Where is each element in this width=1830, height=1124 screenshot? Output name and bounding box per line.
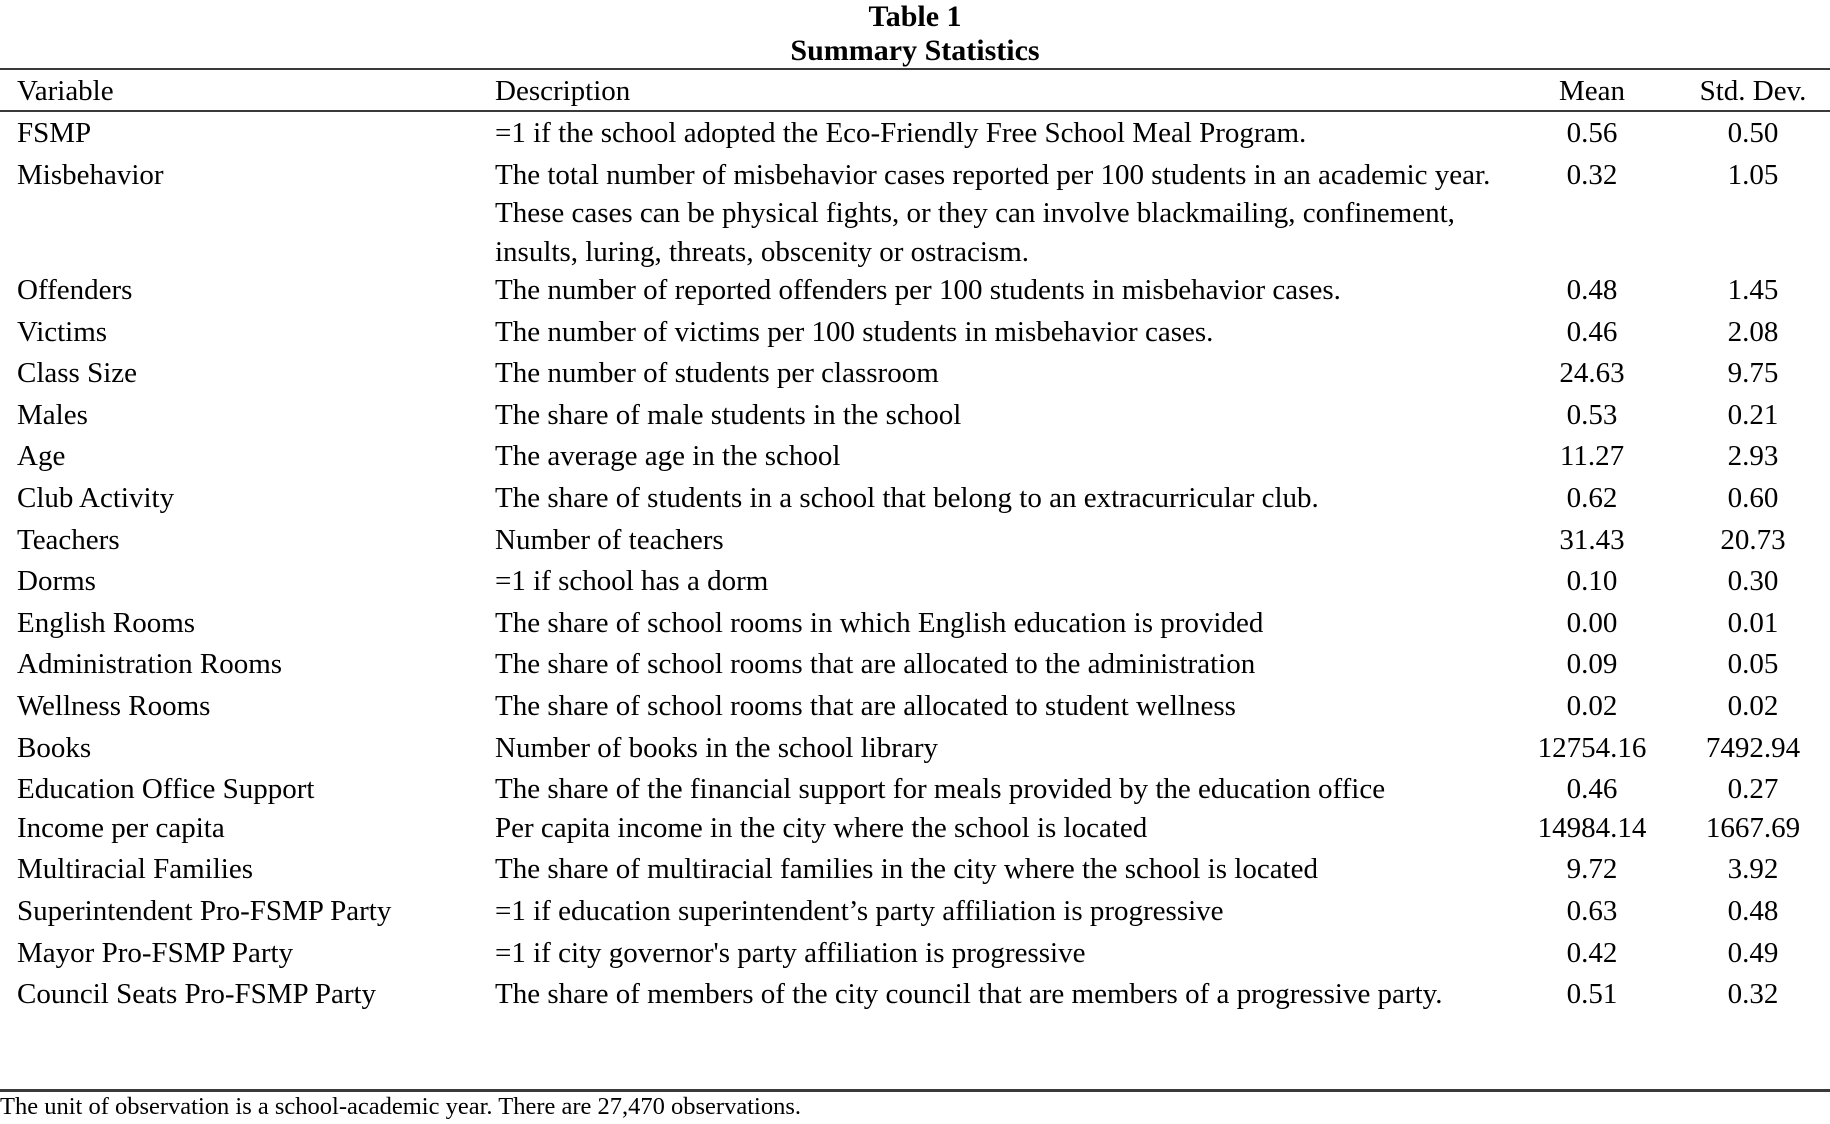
cell-std-dev: 9.75: [1727, 357, 1779, 390]
cell-variable: FSMP: [17, 117, 92, 149]
cell-variable: Multiracial Families: [17, 853, 253, 886]
cell-description: =1 if the school adopted the Eco-Friendly Free School Meal Program.: [495, 117, 1307, 149]
cell-variable: Class Size: [17, 357, 138, 390]
cell-mean: 12754.16: [1537, 731, 1647, 764]
cell-std-dev: 20.73: [1720, 523, 1786, 556]
cell-std-dev: 0.02: [1727, 690, 1779, 723]
table-row: [0, 645, 1830, 687]
cell-description: The number of reported offenders per 100 students in misbehavior cases.: [495, 274, 1341, 307]
cell-std-dev: 1667.69: [1705, 811, 1801, 844]
table-row: [0, 729, 1830, 771]
cell-description: The share of school rooms in which English education is provided: [495, 606, 1264, 639]
table-row: [0, 562, 1830, 604]
cell-description: Number of books in the school library: [495, 731, 938, 764]
top-rule: [0, 68, 1830, 70]
cell-description: =1 if education superintendent’s party affiliation is progressive: [495, 894, 1224, 927]
cell-variable: Teachers: [17, 523, 120, 556]
cell-std-dev: 3.92: [1727, 853, 1779, 886]
cell-description: The share of multiracial families in the city where the school is located: [495, 853, 1318, 886]
cell-variable: Misbehavior: [17, 158, 164, 191]
cell-std-dev: 0.30: [1727, 565, 1779, 598]
cell-mean: 9.72: [1566, 853, 1618, 886]
cell-description: The share of school rooms that are allocated to the administration: [495, 648, 1256, 681]
cell-mean: 0.53: [1566, 398, 1618, 431]
cell-variable: Club Activity: [17, 482, 175, 515]
cell-mean: 0.02: [1566, 690, 1618, 723]
cell-std-dev: 2.93: [1727, 440, 1779, 473]
cell-mean: 0.46: [1566, 315, 1618, 348]
cell-mean: 0.10: [1566, 565, 1618, 598]
cell-variable: Wellness Rooms: [17, 690, 211, 723]
table-row: [0, 687, 1830, 729]
cell-std-dev: 1.45: [1727, 274, 1779, 307]
table-row: [0, 934, 1830, 976]
cell-description: The share of male students in the school: [495, 398, 962, 431]
header-variable: Variable: [17, 75, 114, 107]
cell-std-dev: 1.05: [1727, 158, 1779, 191]
table-row: [0, 271, 1830, 313]
cell-description: The number of victims per 100 students in misbehavior cases.: [495, 315, 1214, 348]
cell-mean: 0.62: [1566, 482, 1618, 515]
header-description: Description: [495, 75, 631, 107]
cell-variable: Superintendent Pro-FSMP Party: [17, 894, 392, 927]
table-row: [0, 313, 1830, 355]
summary-statistics-table: [0, 71, 1830, 1014]
cell-mean: 14984.14: [1537, 811, 1647, 844]
table-row: [0, 604, 1830, 646]
cell-description: =1 if city governor's party affiliation is progressive: [495, 936, 1086, 969]
cell-variable: Males: [17, 398, 88, 431]
table-row: [0, 354, 1830, 396]
cell-mean: 0.32: [1566, 158, 1618, 191]
cell-std-dev: 2.08: [1727, 315, 1779, 348]
cell-variable: Offenders: [17, 274, 133, 307]
cell-std-dev: 0.21: [1727, 398, 1779, 431]
cell-mean: 11.27: [1559, 440, 1625, 473]
cell-description: The share of the financial support for meals provided by the education office: [495, 773, 1386, 806]
header-std-dev: Std. Dev.: [1699, 75, 1807, 107]
table-caption: Summary Statistics: [790, 34, 1040, 67]
cell-description: =1 if school has a dorm: [495, 565, 769, 598]
cell-std-dev: 0.50: [1727, 117, 1779, 149]
cell-variable: Books: [17, 731, 92, 764]
cell-mean: 0.63: [1566, 894, 1618, 927]
cell-description: Number of teachers: [495, 523, 724, 556]
cell-variable: Mayor Pro-FSMP Party: [17, 936, 294, 969]
cell-variable: English Rooms: [17, 606, 196, 639]
cell-variable: Council Seats Pro-FSMP Party: [17, 978, 377, 1011]
cell-description: The average age in the school: [495, 440, 841, 473]
table-row: [0, 770, 1830, 809]
cell-std-dev: 0.60: [1727, 482, 1779, 515]
cell-mean: 0.09: [1566, 648, 1618, 681]
table-row: [0, 396, 1830, 438]
cell-variable: Administration Rooms: [17, 648, 283, 681]
cell-std-dev: 0.05: [1727, 648, 1779, 681]
cell-variable: Education Office Support: [17, 773, 315, 806]
cell-mean: 0.42: [1566, 936, 1618, 969]
cell-mean: 0.51: [1566, 978, 1618, 1011]
cell-std-dev: 0.01: [1727, 606, 1779, 639]
cell-variable: Income per capita: [17, 811, 225, 844]
cell-variable: Dorms: [17, 565, 96, 598]
cell-std-dev: 0.32: [1727, 978, 1779, 1011]
cell-std-dev: 0.48: [1727, 894, 1779, 927]
table-row: [0, 975, 1830, 1014]
cell-description: The number of students per classroom: [495, 357, 939, 390]
cell-mean: 0.46: [1566, 773, 1618, 806]
cell-std-dev: 0.49: [1727, 936, 1779, 969]
cell-variable: Age: [17, 440, 66, 473]
cell-description: Per capita income in the city where the school is located: [495, 811, 1148, 844]
table-row: [0, 850, 1830, 892]
table-row: [0, 479, 1830, 521]
header-mean: Mean: [1558, 75, 1626, 107]
cell-std-dev: 0.27: [1727, 773, 1779, 806]
table-row: [0, 809, 1830, 851]
table-number: Table 1: [868, 0, 962, 33]
header-row: [0, 71, 1830, 111]
cell-description: The share of members of the city council that are members of a progressive party.: [495, 978, 1443, 1011]
bottom-rule: [0, 1089, 1830, 1092]
table-row: [0, 156, 1830, 272]
cell-mean: 31.43: [1559, 523, 1625, 556]
cell-mean: 24.63: [1559, 357, 1625, 390]
table-row: [0, 111, 1830, 156]
table-footnote: The unit of observation is a school-academic year. There are 27,470 observations.: [0, 1093, 801, 1120]
cell-variable: Victims: [17, 315, 108, 348]
cell-mean: 0.00: [1566, 606, 1618, 639]
cell-mean: 0.56: [1566, 117, 1618, 149]
cell-description: The share of school rooms that are allocated to student wellness: [495, 690, 1236, 723]
table-row: [0, 437, 1830, 479]
table-row: [0, 521, 1830, 563]
cell-description: The share of students in a school that belong to an extracurricular club.: [495, 482, 1319, 515]
table-row: [0, 892, 1830, 934]
table-title: [0, 0, 1830, 68]
cell-std-dev: 7492.94: [1705, 731, 1801, 764]
cell-description: The total number of misbehavior cases reported per 100 students in an academic year. These cases can be physical fights, or they can involve blackmailing, confinement, insults, luring, threats, obscenity or ostracism.: [495, 158, 1491, 268]
cell-mean: 0.48: [1566, 274, 1618, 307]
